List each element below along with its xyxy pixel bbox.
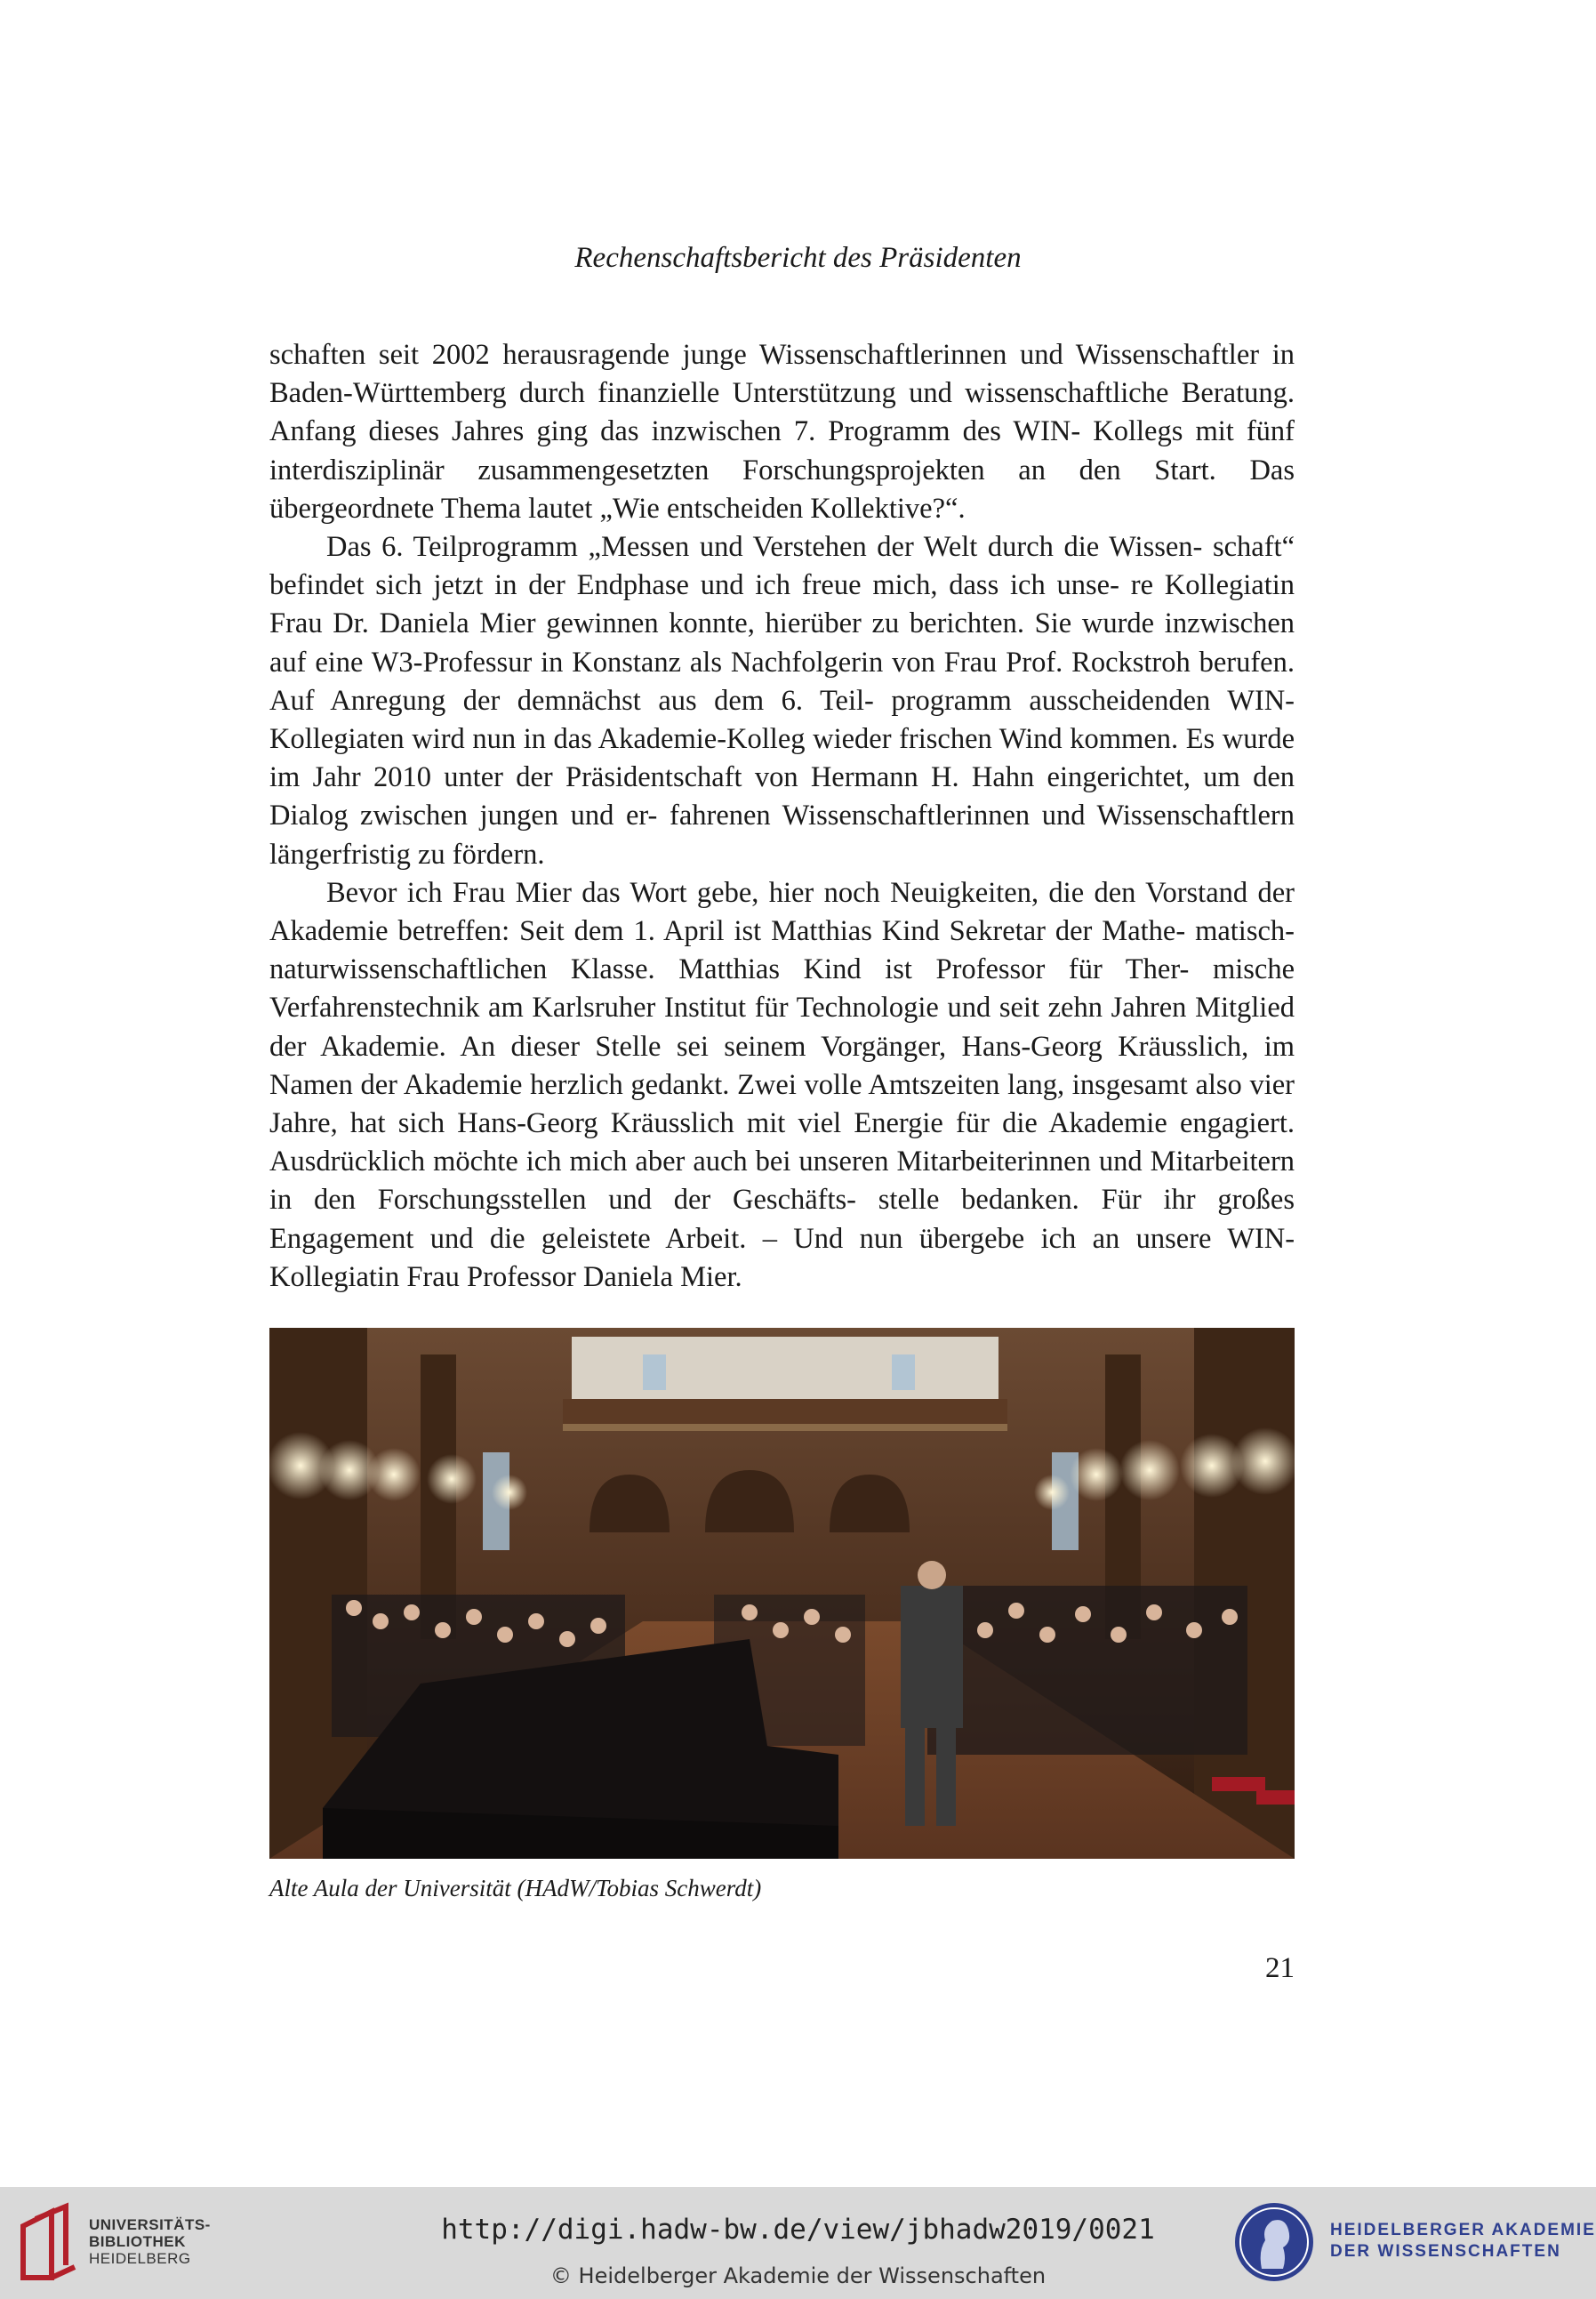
text-line: programm ausscheidenden WIN-Kollegiaten wird nun in das Akademie-Kolleg bbox=[269, 684, 1295, 756]
text-line: in Baden-Württemberg durch finanzielle Unterstützung und wissenschaftliche bbox=[269, 339, 1295, 410]
academy-seal-logo bbox=[1231, 2198, 1317, 2287]
photo-caption: Alte Aula der Universität (HAdW/Tobias Schwerdt) bbox=[269, 1875, 762, 1901]
text-line: Beratung. Anfang dieses Jahres ging das inzwischen 7. Programm des WIN- bbox=[269, 377, 1295, 448]
document-url[interactable]: http://digi.hadw-bw.de/view/jbhadw2019/0021 bbox=[441, 2214, 1155, 2246]
copyright-notice: © Heidelberger Akademie der Wissenschaften bbox=[549, 2263, 1047, 2288]
text-line: schaften seit 2002 herausragende junge Wissenschaftlerinnen und Wissenschaftler bbox=[269, 339, 1260, 371]
text-line: mische Verfahrenstechnik am Karlsruher Institut für Technologie und seit zehn bbox=[269, 953, 1295, 1025]
text-line: Bevor ich Frau Mier das Wort gebe, hier noch Neuigkeiten, die den Vorstand bbox=[326, 876, 1248, 909]
running-head: Rechenschaftsbericht des Präsidenten bbox=[574, 242, 1022, 274]
text-line: matisch-naturwissenschaftlichen Klasse. Matthias Kind ist Professor für Ther- bbox=[269, 915, 1295, 986]
text-line: von Hermann H. Hahn eingerichtet, um den Dialog zwischen jungen und er- bbox=[269, 761, 1295, 832]
text-line: Das 6. Teilprogramm „Messen und Verstehen der Welt durch die Wissen- bbox=[326, 531, 1203, 564]
footer-bar bbox=[0, 2187, 1596, 2299]
ub-line: BIBLIOTHEK bbox=[89, 2233, 186, 2250]
text-line: Mitarbeiterinnen und Mitarbeitern in den Forschungsstellen und der Geschäfts- bbox=[269, 1145, 1295, 1217]
paragraph-2 bbox=[269, 528, 1295, 874]
text-line: Start. Das übergeordnete Thema lautet „Wie entscheiden Kollektive?“. bbox=[269, 454, 1295, 525]
text-line: Jahren Mitglied der Akademie. An dieser Stelle sei seinem Vorgänger, Hans-Georg bbox=[269, 992, 1295, 1063]
text-line: lang, insgesamt also vier Jahre, hat sich Hans-Georg Kräusslich mit viel Energie bbox=[269, 1068, 1295, 1140]
text-line: Kräusslich, im Namen der Akademie herzlich gedankt. Zwei volle Amtszeiten bbox=[269, 1030, 1295, 1101]
body-text bbox=[269, 336, 1295, 1297]
page-number: 21 bbox=[1265, 1952, 1295, 1984]
text-line: schaft“ befindet sich jetzt in der Endphase und ich freue mich, dass ich unse- bbox=[269, 531, 1295, 602]
hadw-line: HEIDELBERGER AKADEMIE bbox=[1330, 2221, 1596, 2239]
paragraph-3 bbox=[269, 874, 1295, 1297]
text-line: re Kollegiatin Frau Dr. Daniela Mier gewinnen konnte, hierüber zu berichten. bbox=[269, 569, 1295, 640]
text-line: stelle bedanken. Für ihr großes Engagement und die geleistete Arbeit. – Und nun bbox=[269, 1184, 1295, 1255]
text-line: Sie wurde inzwischen auf eine W3-Professur in Konstanz als Nachfolgerin von bbox=[269, 607, 1295, 679]
ub-line: UNIVERSITÄTS- bbox=[89, 2216, 211, 2233]
hall-photo bbox=[269, 1328, 1295, 1859]
text-line: wieder frischen Wind kommen. Es wurde im Jahr 2010 unter der Präsidentschaft bbox=[269, 723, 1295, 794]
text-line: übergebe ich an unsere WIN-Kollegiatin Frau Professor Daniela Mier. bbox=[269, 1222, 1295, 1293]
text-line: Kollegs mit fünf interdisziplinär zusammengesetzten Forschungsprojekten an den bbox=[269, 415, 1295, 486]
text-line: Frau Prof. Rockstroh berufen. Auf Anregung der demnächst aus dem 6. Teil- bbox=[269, 646, 1295, 717]
ub-line: HEIDELBERG bbox=[89, 2250, 191, 2267]
text-line: für die Akademie engagiert. Ausdrücklich möchte ich mich aber auch bei unseren bbox=[269, 1107, 1295, 1178]
paragraph-1 bbox=[269, 336, 1295, 528]
text-line: fahrenen Wissenschaftlerinnen und Wissenschaftlern längerfristig zu fördern. bbox=[269, 800, 1295, 871]
hadw-line: DER WISSENSCHAFTEN bbox=[1330, 2242, 1561, 2261]
academy-name bbox=[1330, 2220, 1596, 2263]
text-line: der Akademie betreffen: Seit dem 1. April ist Matthias Kind Sekretar der Mathe- bbox=[269, 876, 1295, 948]
